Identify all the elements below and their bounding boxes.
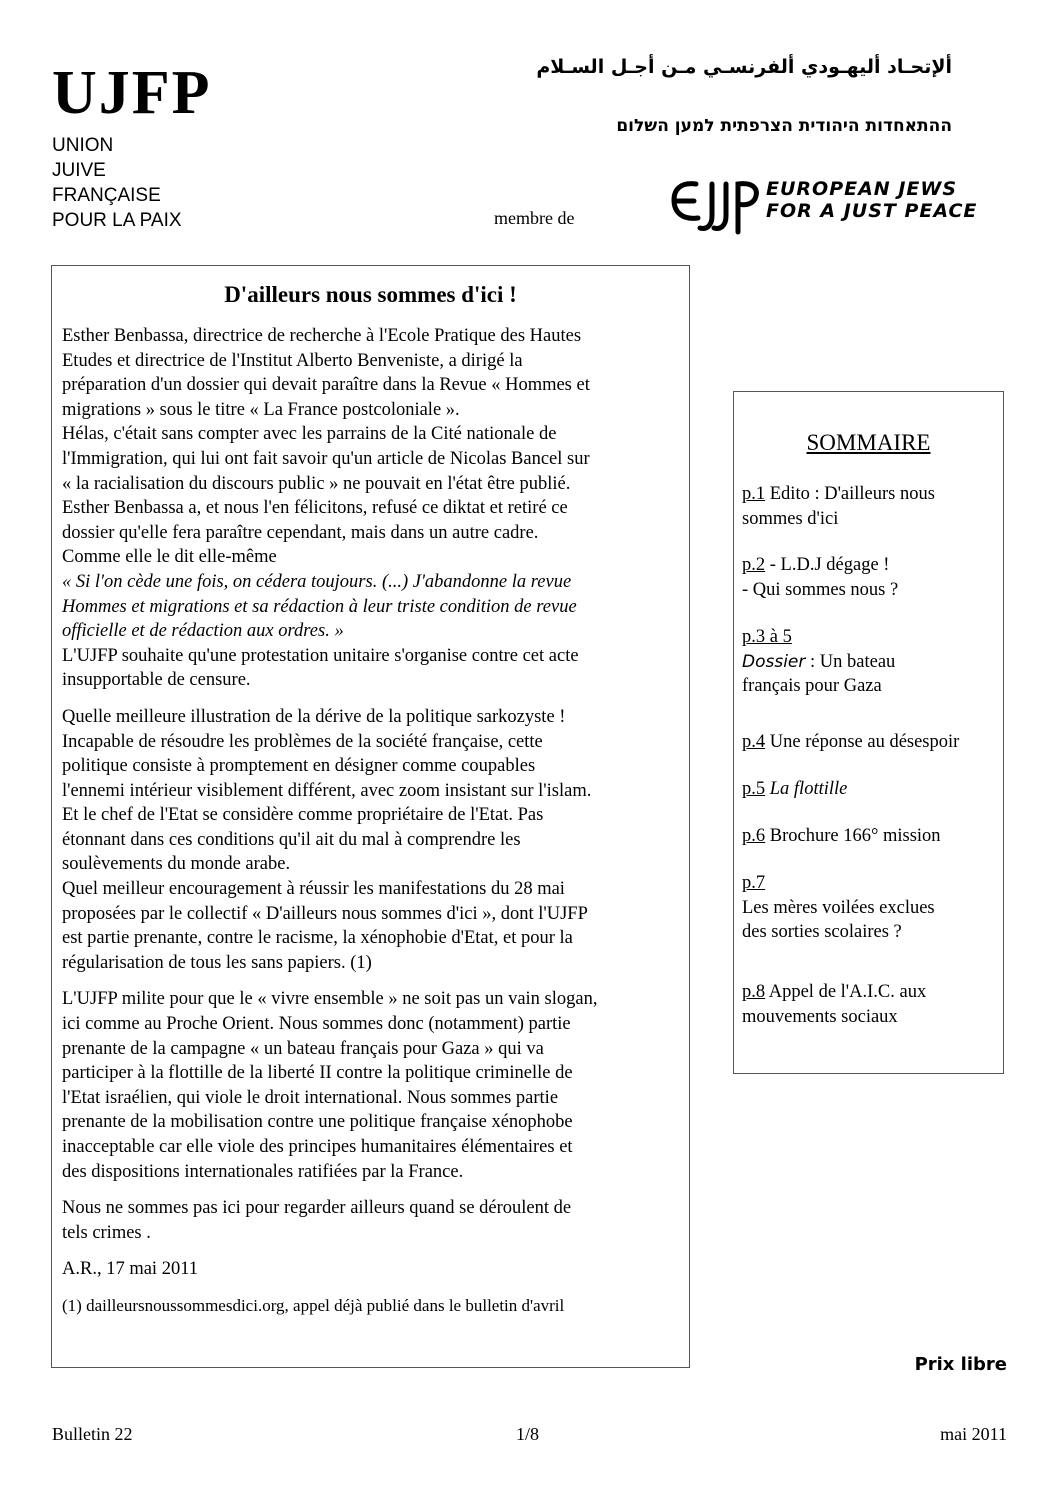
text-line: Quelle meilleure illustration de la dérive de la politique sarkozyste ! <box>62 706 566 727</box>
text-line: Etudes et directrice de l'Institut Alberto Benveniste, a dirigé la <box>62 350 523 371</box>
text-line: Esther Benbassa, directrice de recherche à l'Ecole Pratique des Hautes <box>62 326 582 346</box>
toc-item <box>742 777 997 802</box>
toc-item <box>742 871 997 945</box>
toc-dossier-label: Dossier <box>742 651 806 672</box>
article-title: D'ailleurs nous sommes d'ici ! <box>224 282 517 307</box>
text-line: proposées par le collectif « D'ailleurs nous sommes d'ici », dont l'UJFP <box>62 903 588 924</box>
paragraph <box>62 987 681 1184</box>
bulletin-number: Bulletin 22 <box>52 1424 133 1444</box>
quote-line: officielle et de rédaction aux ordres. » <box>62 621 344 642</box>
ejjp-logo <box>668 176 978 236</box>
toc-item <box>742 980 997 1029</box>
quote-line: Hommes et migrations et sa rédaction à leur triste condition de revue <box>62 596 577 617</box>
page-number: 1/8 <box>516 1424 540 1444</box>
paragraph <box>62 1196 681 1245</box>
toc-item-text: La flottille <box>765 779 848 799</box>
text-line: Et le chef de l'Etat se considère comme propriétaire de l'Etat. Pas <box>62 805 544 826</box>
text-line: politique consiste à promptement en désigner comme coupables <box>62 756 536 777</box>
text-line: insupportable de censure. <box>62 670 251 691</box>
toc-item-text: français pour Gaza <box>742 676 882 697</box>
hebrew-org-name: ההתאחדות היהודית הצרפתית למען השלום <box>616 116 952 136</box>
text-line: L'UJFP souhaite qu'une protestation unitaire s'organise contre cet acte <box>62 645 579 666</box>
toc-page-link[interactable]: p.2 <box>742 555 766 575</box>
ejjp-text <box>766 178 977 222</box>
toc-item-text: Edito : D'ailleurs nous <box>765 484 935 504</box>
text-line: est partie prenante, contre le racisme, la xénophobie d'Etat, et pour la <box>62 928 573 949</box>
quote-line: « Si l'on cède une fois, on cédera toujours. (...) J'abandonne la revue <box>62 571 572 592</box>
arabic-org-name: ألإتحـاد أليهـودي ألفرنسـي مـن أجـل السـلام <box>536 56 952 78</box>
text-line: des dispositions internationales ratifiées par la France. <box>62 1161 464 1182</box>
org-name <box>52 133 182 233</box>
signature: A.R., 17 mai 2011 <box>62 1259 199 1280</box>
ejjp-line: EUROPEAN JEWS <box>766 178 958 200</box>
toc-item <box>742 553 997 602</box>
org-line: POUR LA PAIX <box>52 210 182 231</box>
text-line: l'Immigration, qui lui ont fait savoir qu'un article de Nicolas Bancel sur <box>62 448 590 469</box>
text-line: Esther Benbassa a, et nous l'en félicitons, refusé ce diktat et retiré ce <box>62 498 568 519</box>
toc-item-text: - L.D.J dégage ! <box>765 555 890 575</box>
issue-date: mai 2011 <box>940 1424 1007 1444</box>
ejjp-line: FOR A JUST PEACE <box>766 200 978 222</box>
toc-page-link[interactable]: p.5 <box>742 779 766 799</box>
org-line: JUIVE <box>52 160 106 181</box>
text-line: prenante de la mobilisation contre une politique française xénophobe <box>62 1112 573 1133</box>
paragraph <box>62 324 681 693</box>
article-body <box>62 324 681 1331</box>
text-line: Incapable de résoudre les problèmes de la société française, cette <box>62 731 543 752</box>
text-line: « la racialisation du discours public » ne pouvait en l'état être publié. <box>62 473 571 494</box>
toc-item-text: sommes d'ici <box>742 508 839 529</box>
text-line: prenante de la campagne « un bateau français pour Gaza » qui va <box>62 1038 544 1059</box>
text-line: régularisation de tous les sans papiers. (1) <box>62 952 372 973</box>
text-line: Comme elle le dit elle-même <box>62 547 277 568</box>
toc-page-link[interactable]: p.3 à 5 <box>742 627 792 647</box>
toc-item-text: Les mères voilées exclues <box>742 897 935 918</box>
toc-page-link[interactable]: p.7 <box>742 873 766 893</box>
paragraph <box>62 705 681 976</box>
text-line: ici comme au Proche Orient. Nous sommes donc (notamment) partie <box>62 1014 571 1035</box>
text-line: dossier qu'elle fera paraître cependant, mais dans un autre cadre. <box>62 522 539 543</box>
text-line: participer à la flottille de la liberté II contre la politique criminelle de <box>62 1063 573 1084</box>
text-line: l'ennemi intérieur visiblement différent, avec zoom insistant sur l'islam. <box>62 780 592 801</box>
toc-item-text: mouvements sociaux <box>742 1006 898 1027</box>
text-line: étonnant dans ces conditions qu'il ait du mal à comprendre les <box>62 829 521 850</box>
toc-item-text: - Qui sommes nous ? <box>742 579 899 600</box>
toc-item-text: : Un bateau <box>805 651 896 672</box>
text-line: L'UJFP milite pour que le « vivre ensemble » ne soit pas un vain slogan, <box>62 989 598 1010</box>
toc-page-link[interactable]: p.8 <box>742 982 766 1002</box>
text-line: l'Etat israélien, qui viole le droit international. Nous sommes partie <box>62 1087 559 1108</box>
toc-item-text: Une réponse au désespoir <box>765 732 960 752</box>
member-of-label: membre de <box>494 208 575 228</box>
toc-item <box>742 730 997 755</box>
footnote: (1) dailleursnoussommesdici.org, appel déjà publié dans le bulletin d'avril <box>62 1295 565 1315</box>
toc-item-text: Appel de l'A.I.C. aux <box>765 982 927 1002</box>
ujfp-logo: UJFP <box>52 59 212 127</box>
toc-item-text: Brochure 166° mission <box>765 826 941 846</box>
org-line: UNION <box>52 135 114 156</box>
org-line: FRANÇAISE <box>52 185 161 206</box>
toc-page-link[interactable]: p.1 <box>742 484 766 504</box>
editorial-box <box>51 265 690 1368</box>
text-line: soulèvements du monde arabe. <box>62 854 291 875</box>
toc-page-link[interactable]: p.4 <box>742 732 766 752</box>
ejjp-mark-icon <box>668 176 760 236</box>
toc-page-link[interactable]: p.6 <box>742 826 766 846</box>
text-line: tels crimes . <box>62 1222 151 1243</box>
toc-item <box>742 824 997 849</box>
toc-title: SOMMAIRE <box>806 430 931 455</box>
toc-item <box>742 482 997 531</box>
text-line: préparation d'un dossier qui devait paraître dans la Revue « Hommes et <box>62 375 590 396</box>
toc-item <box>742 625 997 699</box>
text-line: Hélas, c'était sans compter avec les parrains de la Cité nationale de <box>62 424 557 445</box>
text-line: inacceptable car elle viole des principes humanitaires élémentaires et <box>62 1137 573 1157</box>
toc-item-text: des sorties scolaires ? <box>742 922 902 943</box>
text-line: migrations » sous le titre « La France postcoloniale ». <box>62 399 460 420</box>
toc-box <box>733 391 1004 1074</box>
text-line: Quel meilleur encouragement à réussir les manifestations du 28 mai <box>62 879 565 900</box>
text-line: Nous ne sommes pas ici pour regarder ailleurs quand se déroulent de <box>62 1198 572 1219</box>
price-label: Prix libre <box>914 1354 1007 1375</box>
